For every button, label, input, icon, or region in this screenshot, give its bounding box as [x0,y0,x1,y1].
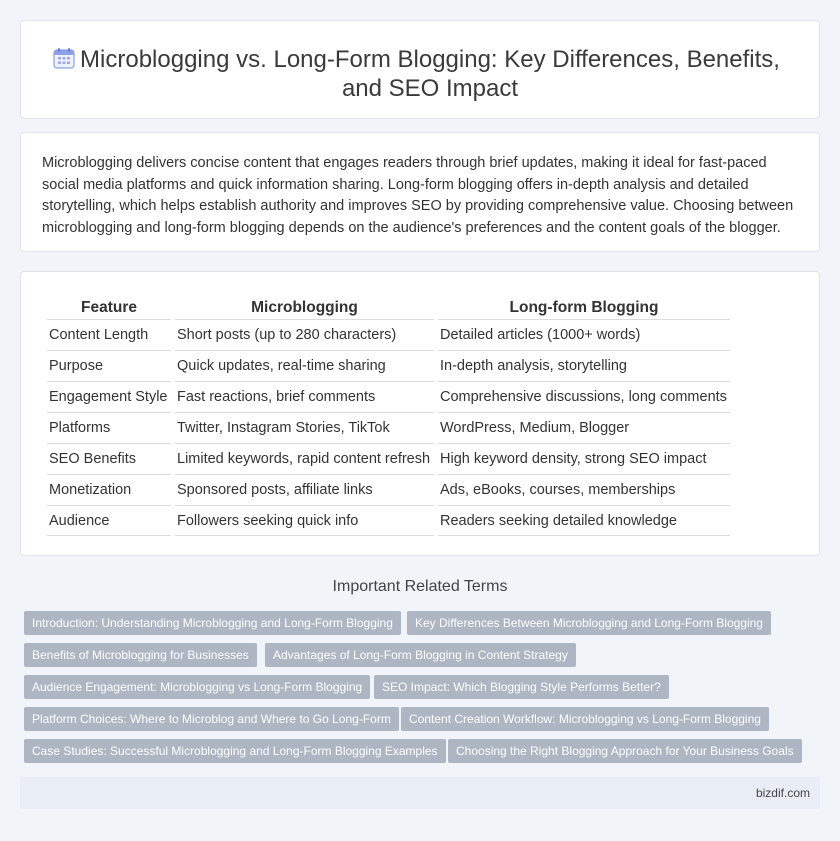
table-cell: Audience [47,505,171,536]
table-header-row [47,294,730,319]
related-term-tag[interactable]: Key Differences Between Microblogging and Long-Form Blogging [407,611,771,635]
table-row [47,505,730,536]
related-term-tag[interactable]: Audience Engagement: Microblogging vs Long-Form Blogging [24,675,370,699]
table-row [47,381,730,412]
table-cell: Twitter, Instagram Stories, TikTok [175,412,434,443]
comparison-table-card [20,271,820,556]
table-row [47,443,730,474]
header-card [20,20,820,119]
related-term-tag[interactable]: Benefits of Microblogging for Businesses [24,643,257,667]
table-cell: High keyword density, strong SEO impact [438,443,730,474]
table-cell: Short posts (up to 280 characters) [175,319,434,350]
column-header-feature: Feature [81,299,137,316]
table-cell: Content Length [47,319,171,350]
table-cell: Comprehensive discussions, long comments [438,381,730,412]
table-cell: Platforms [47,412,171,443]
related-term-tag[interactable]: Case Studies: Successful Microblogging and Long-Form Blogging Examples [24,739,446,763]
table-row [47,350,730,381]
footer [20,777,820,809]
related-term-tag[interactable]: Introduction: Understanding Microblogging and Long-Form Blogging [24,611,401,635]
related-term-tag[interactable]: Advantages of Long-Form Blogging in Content Strategy [265,643,576,667]
comparison-table [43,294,734,536]
intro-paragraph: Microblogging delivers concise content that engages readers through brief updates, making it ideal for fast-paced social media platforms and quick information sharing. Long-form blogging offers in-depth analysis and detailed storytelling, which helps establish authority and improves SEO by providing comprehensive value. Choosing between microblogging and long-form blogging depends on the audience's preferences and the content goals of the blogger. [42,155,794,236]
site-name[interactable]: bizdif.com [755,786,810,800]
table-cell: Purpose [47,350,171,381]
column-header-long-form: Long-form Blogging [509,299,659,316]
table-cell: Monetization [47,474,171,505]
table-cell: Quick updates, real-time sharing [175,350,434,381]
table-cell: WordPress, Medium, Blogger [438,412,730,443]
column-header-microblogging: Microblogging [251,299,358,316]
page-title: Microblogging vs. Long-Form Blogging: Key Differences, Benefits, and SEO Impact [80,46,780,102]
related-term-tag[interactable]: SEO Impact: Which Blogging Style Performs Better? [374,675,669,699]
related-term-tag[interactable]: Platform Choices: Where to Microblog and Where to Go Long-Form [24,707,399,731]
table-cell: Readers seeking detailed knowledge [438,505,730,536]
related-terms-title: Important Related Terms [332,578,508,595]
table-row [47,319,730,350]
table-cell: Limited keywords, rapid content refresh [175,443,434,474]
related-term-tag[interactable]: Choosing the Right Blogging Approach for Your Business Goals [448,739,802,763]
table-row [47,474,730,505]
table-cell: In-depth analysis, storytelling [438,350,730,381]
table-row [47,412,730,443]
table-cell: Engagement Style [47,381,171,412]
intro-card [20,132,820,252]
related-term-tag[interactable]: Content Creation Workflow: Microblogging vs Long-Form Blogging [401,707,769,731]
table-cell: Followers seeking quick info [175,505,434,536]
table-cell: Fast reactions, brief comments [175,381,434,412]
table-cell: Sponsored posts, affiliate links [175,474,434,505]
table-cell: Detailed articles (1000+ words) [438,319,730,350]
table-cell: SEO Benefits [47,443,171,474]
table-cell: Ads, eBooks, courses, memberships [438,474,730,505]
